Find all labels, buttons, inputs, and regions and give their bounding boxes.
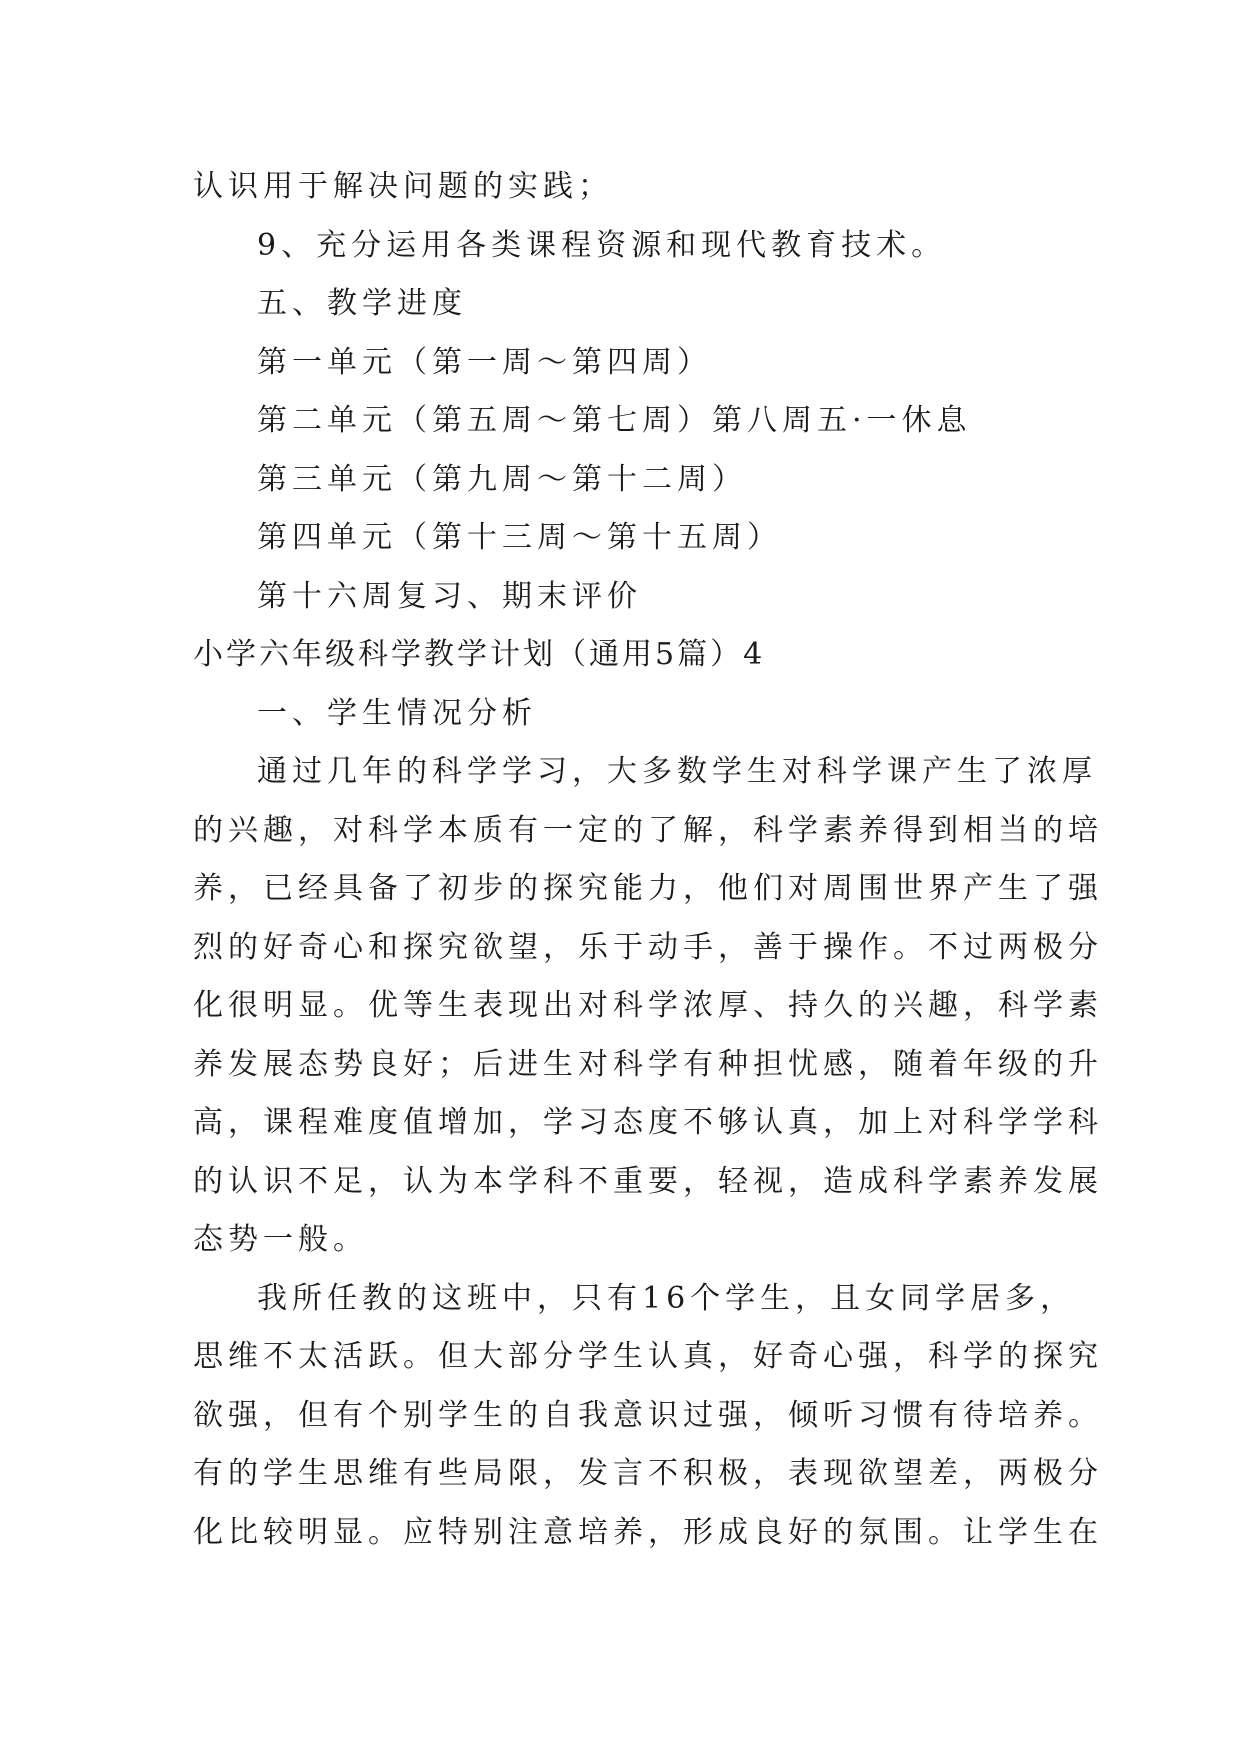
schedule-item-unit-3: 第三单元（第九周～第十二周） xyxy=(257,461,747,497)
schedule-item-unit-2: 第二单元（第五周～第七周）第八周五·一休息 xyxy=(257,403,972,438)
paragraph-line: 的认识不足，认为本学科不重要，轻视，造成科学素养发展 xyxy=(193,1163,1103,1199)
document-body xyxy=(193,158,1103,1562)
paragraph-line: 思维不太活跃。但大部分学生认真，好奇心强，科学的探究 xyxy=(193,1339,1103,1374)
paragraph-line: 欲强，但有个别学生的自我意识过强，倾听习惯有待培养。 xyxy=(193,1397,1103,1433)
paragraph-line: 化比较明显。应特别注意培养，形成良好的氛围。让学生在 xyxy=(193,1514,1103,1550)
paragraph-line: 我所任教的这班中，只有16个学生，且女同学居多， xyxy=(257,1280,1076,1316)
paragraph-line: 化很明显。优等生表现出对科学浓厚、持久的兴趣，科学素 xyxy=(193,988,1103,1023)
section-heading-teaching-progress: 五、教学进度 xyxy=(257,286,467,321)
text-line: 认识用于解决问题的实践； xyxy=(193,169,613,204)
schedule-item-unit-4: 第四单元（第十三周～第十五周） xyxy=(257,520,782,555)
schedule-item-unit-1: 第一单元（第一周～第四周） xyxy=(257,344,712,380)
paragraph-line: 养，已经具备了初步的探究能力，他们对周围世界产生了强 xyxy=(193,871,1103,906)
schedule-item-review: 第十六周复习、期末评价 xyxy=(257,578,642,614)
paragraph-line: 养发展态势良好；后进生对科学有种担忧感，随着年级的升 xyxy=(193,1046,1103,1082)
section-heading-student-analysis: 一、学生情况分析 xyxy=(257,695,537,731)
list-item-9: 9、充分运用各类课程资源和现代教育技术。 xyxy=(257,227,947,263)
paragraph-line: 的兴趣，对科学本质有一定的了解，科学素养得到相当的培 xyxy=(193,812,1103,848)
document-title: 小学六年级科学教学计划（通用5篇）4 xyxy=(193,637,766,672)
paragraph-line: 有的学生思维有些局限，发言不积极，表现欲望差，两极分 xyxy=(193,1456,1103,1491)
paragraph-line: 高，课程难度值增加，学习态度不够认真，加上对科学学科 xyxy=(193,1105,1103,1140)
paragraph-line: 通过几年的科学学习，大多数学生对科学课产生了浓厚 xyxy=(257,754,1097,789)
paragraph-line: 烈的好奇心和探究欲望，乐于动手，善于操作。不过两极分 xyxy=(193,929,1103,965)
paragraph-line: 态势一般。 xyxy=(193,1222,368,1257)
